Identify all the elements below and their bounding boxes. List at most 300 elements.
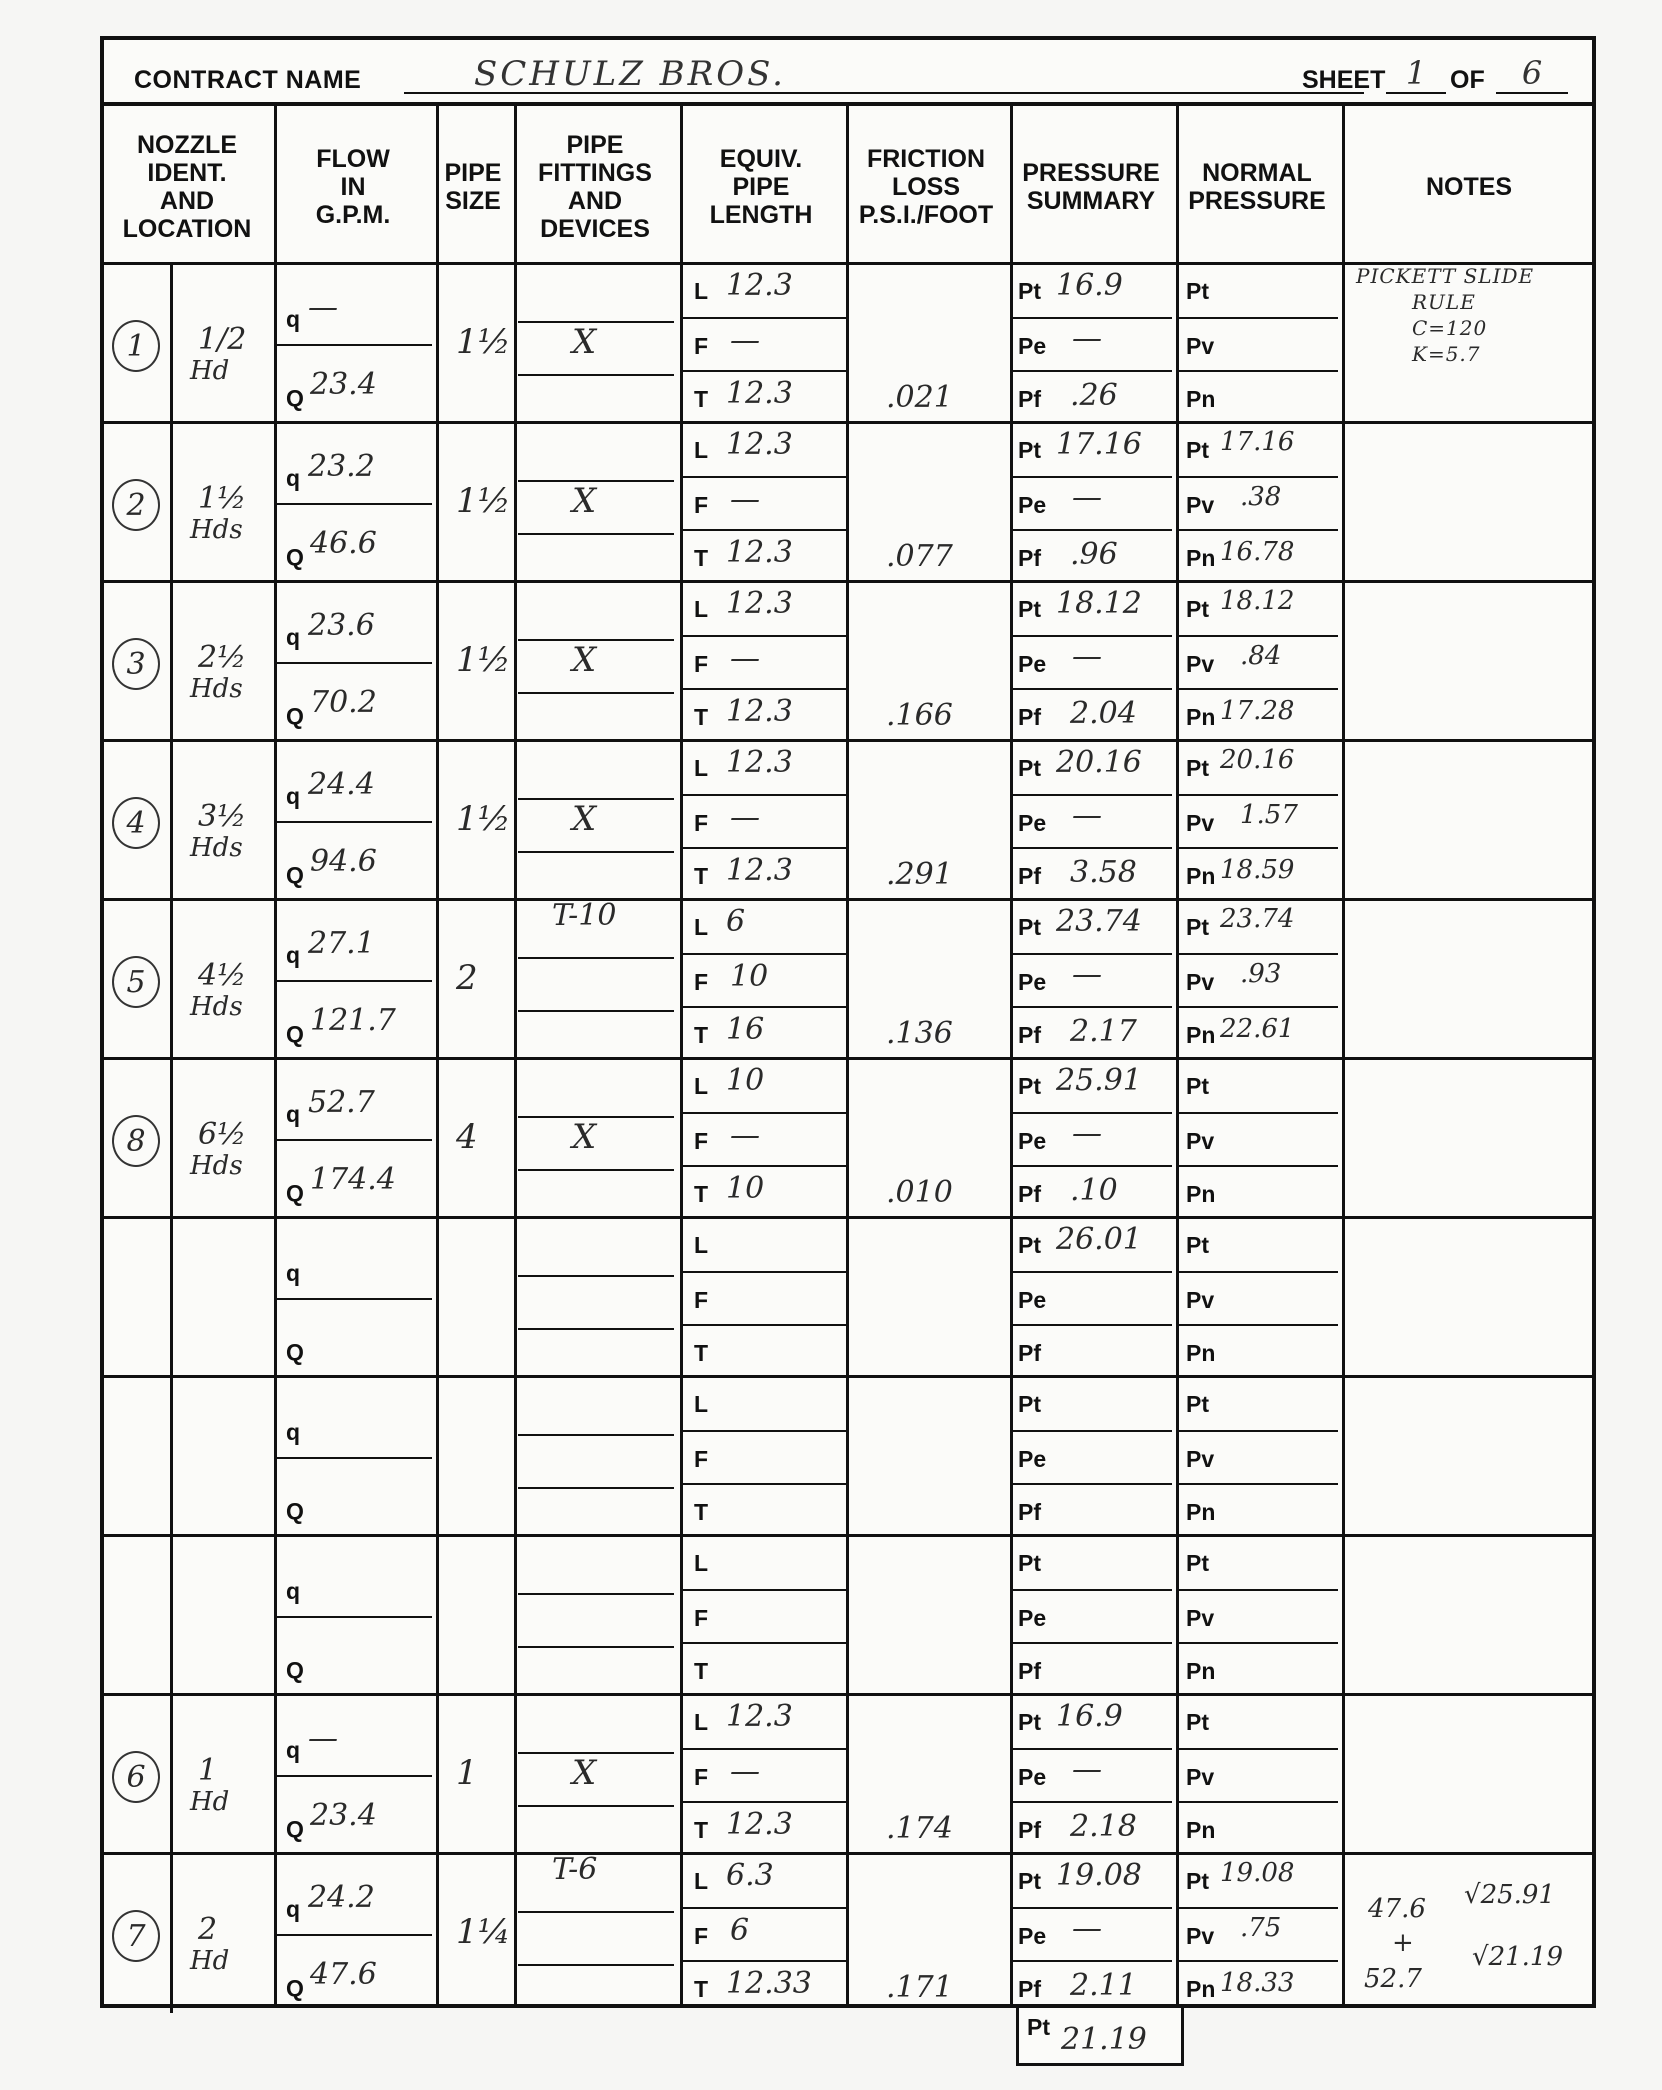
equiv-line bbox=[680, 1165, 848, 1167]
nozzle-location: 4½ bbox=[198, 958, 247, 993]
pressure-line bbox=[1176, 1642, 1338, 1644]
label-L: L bbox=[694, 1232, 709, 1258]
column-header-line: IDENT. bbox=[147, 159, 227, 187]
contract-name-value: SCHULZ BROS. bbox=[404, 54, 1364, 94]
pressure-line bbox=[1010, 1801, 1172, 1803]
label-Q: Q bbox=[286, 1498, 304, 1524]
nozzle-location: 1 bbox=[198, 1753, 218, 1788]
flow-q-value: 27.1 bbox=[308, 925, 375, 961]
fitting-line bbox=[518, 1805, 674, 1807]
nozzle-id: 2 bbox=[112, 479, 160, 531]
pressure-line bbox=[1010, 1748, 1172, 1750]
label-pt: Pt bbox=[1018, 914, 1041, 940]
pressure-line bbox=[1176, 317, 1338, 319]
label-F: F bbox=[694, 969, 709, 995]
friction-value: .166 bbox=[886, 698, 953, 733]
label-pf: Pf bbox=[1018, 1976, 1041, 2002]
pressure-line bbox=[1010, 1006, 1172, 1008]
nozzle-subdivider bbox=[170, 1695, 173, 1854]
column-header-line: AND bbox=[159, 187, 215, 215]
label-T: T bbox=[694, 386, 709, 412]
pressure-line bbox=[1010, 1907, 1172, 1909]
pressure-pt-value: 23.74 bbox=[1056, 904, 1142, 939]
pressure-line bbox=[1176, 953, 1338, 955]
pressure-line bbox=[1010, 1324, 1172, 1326]
pressure-line bbox=[1010, 1112, 1172, 1114]
nozzle-location: Hds bbox=[190, 674, 243, 704]
column-header-line: NOZZLE bbox=[137, 131, 237, 159]
pressure-pt-value: 19.08 bbox=[1056, 1858, 1142, 1893]
pressure-line bbox=[1176, 1483, 1338, 1485]
notes-text: 52.7 bbox=[1364, 1964, 1422, 1994]
label-pe: Pe bbox=[1018, 810, 1047, 836]
column-header-text bbox=[316, 145, 391, 229]
flow-q-value: — bbox=[308, 289, 338, 325]
nozzle-id: 6 bbox=[112, 1751, 160, 1803]
column-header-line: PIPE bbox=[732, 173, 790, 201]
label-pt: Pt bbox=[1018, 1073, 1041, 1099]
equiv-L-value: 12.3 bbox=[726, 586, 793, 621]
label-pn: Pn bbox=[1186, 1022, 1216, 1048]
sheet-total: 6 bbox=[1496, 54, 1568, 94]
nozzle-location: Hds bbox=[190, 1151, 243, 1181]
fitting-value: X bbox=[572, 640, 597, 680]
pressure-pf-value: 3.58 bbox=[1070, 855, 1137, 890]
pressure-line bbox=[1176, 1006, 1338, 1008]
fitting-line bbox=[518, 1487, 674, 1489]
notes-text: √21.19 bbox=[1472, 1942, 1563, 1972]
pressure-pe-value: — bbox=[1072, 480, 1102, 515]
label-normal-pt: Pt bbox=[1186, 596, 1209, 622]
label-pn: Pn bbox=[1186, 704, 1216, 730]
flow-divider bbox=[274, 1616, 432, 1618]
contract-name-label: CONTRACT NAME bbox=[134, 66, 362, 94]
pipe-size-value: 1½ bbox=[456, 481, 511, 521]
label-L: L bbox=[694, 1073, 709, 1099]
nozzle-location: 1/2 bbox=[198, 322, 247, 357]
column-header-pressure bbox=[1010, 112, 1172, 262]
fitting-value: X bbox=[572, 481, 597, 521]
fitting-line bbox=[518, 957, 674, 959]
flow-q-value: 24.2 bbox=[308, 1879, 375, 1915]
fitting-value: T-10 bbox=[552, 898, 617, 933]
flow-Q-value: 70.2 bbox=[310, 685, 377, 720]
pressure-pe-value: — bbox=[1072, 1116, 1102, 1151]
label-pv: Pv bbox=[1186, 492, 1215, 518]
hydraulic-calculation-sheet bbox=[100, 36, 1596, 2008]
nozzle-subdivider bbox=[170, 582, 173, 741]
label-T: T bbox=[694, 863, 709, 889]
friction-value: .010 bbox=[886, 1175, 953, 1210]
friction-value: .077 bbox=[886, 539, 953, 574]
equiv-F-value: — bbox=[730, 641, 760, 676]
label-pf: Pf bbox=[1018, 1181, 1041, 1207]
pressure-pe-value: — bbox=[1072, 798, 1102, 833]
label-normal-pt: Pt bbox=[1186, 1550, 1209, 1576]
pressure-line bbox=[1010, 1165, 1172, 1167]
column-header-normal bbox=[1176, 112, 1338, 262]
pressure-line bbox=[1010, 476, 1172, 478]
equiv-line bbox=[680, 1907, 848, 1909]
equiv-line bbox=[680, 317, 848, 319]
column-header-line: P.S.I./FOOT bbox=[858, 201, 994, 229]
label-pv: Pv bbox=[1186, 1764, 1215, 1790]
label-F: F bbox=[694, 333, 709, 359]
label-q: q bbox=[286, 1577, 301, 1604]
label-pe: Pe bbox=[1018, 969, 1047, 995]
column-divider bbox=[1010, 102, 1013, 2008]
column-header-line: LOSS bbox=[891, 173, 961, 201]
label-pe: Pe bbox=[1018, 1128, 1047, 1154]
pressure-line bbox=[1010, 688, 1172, 690]
friction-value: .174 bbox=[886, 1811, 953, 1846]
label-Q: Q bbox=[286, 1180, 304, 1206]
label-pe: Pe bbox=[1018, 1923, 1047, 1949]
pressure-pf-value: .26 bbox=[1070, 378, 1118, 413]
nozzle-location: Hd bbox=[190, 356, 230, 386]
column-header-notes bbox=[1342, 112, 1596, 262]
flow-Q-value: 94.6 bbox=[310, 844, 377, 879]
column-header-line: LENGTH bbox=[709, 201, 813, 229]
label-pf: Pf bbox=[1018, 1499, 1041, 1525]
nozzle-id: 5 bbox=[112, 956, 160, 1008]
pressure-line bbox=[1176, 635, 1338, 637]
equiv-L-value: 12.3 bbox=[726, 427, 793, 462]
column-header-line: G.P.M. bbox=[315, 201, 391, 229]
equiv-line bbox=[680, 1430, 848, 1432]
label-L: L bbox=[694, 1868, 709, 1894]
flow-divider bbox=[274, 980, 432, 982]
fitting-line bbox=[518, 1169, 674, 1171]
row-divider bbox=[104, 1852, 1592, 1855]
pressure-pt-value: 26.01 bbox=[1056, 1222, 1142, 1257]
column-header-text bbox=[123, 131, 252, 243]
column-header-line: FLOW bbox=[316, 145, 390, 173]
normal-pn-value: 22.61 bbox=[1220, 1014, 1295, 1044]
pressure-line bbox=[1176, 847, 1338, 849]
friction-value: .171 bbox=[886, 1970, 953, 2005]
label-q: q bbox=[286, 1736, 301, 1763]
row-divider bbox=[104, 1534, 1592, 1537]
pipe-size-value: 1½ bbox=[456, 322, 511, 362]
label-q: q bbox=[286, 1895, 301, 1922]
label-T: T bbox=[694, 1181, 709, 1207]
pipe-size-value: 2 bbox=[456, 958, 478, 998]
equiv-L-value: 12.3 bbox=[726, 268, 793, 303]
pressure-line bbox=[1176, 1801, 1338, 1803]
flow-divider bbox=[274, 1457, 432, 1459]
label-F: F bbox=[694, 1764, 709, 1790]
label-q: q bbox=[286, 1100, 301, 1127]
column-header-fittings bbox=[514, 112, 676, 262]
friction-value: .021 bbox=[886, 380, 953, 415]
pressure-line bbox=[1176, 1112, 1338, 1114]
flow-divider bbox=[274, 1298, 432, 1300]
label-pv: Pv bbox=[1186, 651, 1215, 677]
friction-value: .136 bbox=[886, 1016, 953, 1051]
row-divider bbox=[104, 739, 1592, 742]
label-L: L bbox=[694, 1550, 709, 1576]
label-pv: Pv bbox=[1186, 1287, 1215, 1313]
equiv-L-value: 12.3 bbox=[726, 745, 793, 780]
nozzle-location: 6½ bbox=[198, 1117, 247, 1152]
label-Q: Q bbox=[286, 385, 304, 411]
fitting-value: X bbox=[572, 1753, 597, 1793]
nozzle-subdivider bbox=[170, 741, 173, 900]
label-Q: Q bbox=[286, 1816, 304, 1842]
pipe-size-value: 4 bbox=[456, 1117, 478, 1157]
column-header-line: PRESSURE bbox=[1188, 187, 1326, 215]
pressure-pt-value: 17.16 bbox=[1056, 427, 1142, 462]
pressure-line bbox=[1176, 370, 1338, 372]
label-pn: Pn bbox=[1186, 386, 1216, 412]
flow-Q-value: 23.4 bbox=[310, 367, 377, 402]
nozzle-location: Hds bbox=[190, 992, 243, 1022]
label-F: F bbox=[694, 492, 709, 518]
label-pn: Pn bbox=[1186, 1817, 1216, 1843]
column-divider bbox=[274, 102, 277, 2008]
pressure-line bbox=[1176, 688, 1338, 690]
pressure-pf-value: .10 bbox=[1070, 1173, 1118, 1208]
fitting-line bbox=[518, 1593, 674, 1595]
normal-pv-value: .93 bbox=[1240, 959, 1282, 989]
label-pn: Pn bbox=[1186, 863, 1216, 889]
nozzle-subdivider bbox=[170, 1377, 173, 1536]
label-pf: Pf bbox=[1018, 1340, 1041, 1366]
nozzle-subdivider bbox=[170, 1059, 173, 1218]
label-Q: Q bbox=[286, 1021, 304, 1047]
fitting-line bbox=[518, 1434, 674, 1436]
equiv-T-value: 12.33 bbox=[726, 1966, 812, 2001]
equiv-T-value: 12.3 bbox=[726, 376, 793, 411]
nozzle-subdivider bbox=[170, 1854, 173, 2013]
pressure-line bbox=[1176, 529, 1338, 531]
label-pt: Pt bbox=[1018, 1709, 1041, 1735]
column-header-line: FITTINGS bbox=[538, 159, 652, 187]
label-pe: Pe bbox=[1018, 333, 1047, 359]
flow-divider bbox=[274, 821, 432, 823]
fitting-line bbox=[518, 692, 674, 694]
pressure-line bbox=[1010, 1430, 1172, 1432]
flow-q-value: 52.7 bbox=[308, 1084, 375, 1120]
label-pn: Pn bbox=[1186, 1658, 1216, 1684]
flow-Q-value: 121.7 bbox=[310, 1003, 396, 1038]
pressure-line bbox=[1176, 1324, 1338, 1326]
notes-text: 47.6 bbox=[1368, 1894, 1426, 1924]
notes-text: RULE bbox=[1412, 290, 1476, 314]
fitting-line bbox=[518, 1911, 674, 1913]
pressure-pt-value: 18.12 bbox=[1056, 586, 1142, 621]
extra-pt-box bbox=[1016, 2008, 1184, 2066]
column-header-line: PIPE bbox=[566, 131, 624, 159]
column-header-nozzle bbox=[104, 112, 270, 262]
nozzle-id: 8 bbox=[112, 1115, 160, 1167]
column-header-line: IN bbox=[340, 173, 366, 201]
equiv-line bbox=[680, 476, 848, 478]
pressure-pf-value: 2.18 bbox=[1070, 1809, 1137, 1844]
normal-pt-value: 19.08 bbox=[1220, 1858, 1295, 1888]
flow-Q-value: 23.4 bbox=[310, 1798, 377, 1833]
equiv-F-value: — bbox=[730, 1118, 760, 1153]
label-Q: Q bbox=[286, 1657, 304, 1683]
nozzle-id: 3 bbox=[112, 638, 160, 690]
row-divider bbox=[104, 1216, 1592, 1219]
equiv-F-value: — bbox=[730, 1754, 760, 1789]
pressure-pt-value: 16.9 bbox=[1056, 1699, 1123, 1734]
equiv-line bbox=[680, 953, 848, 955]
label-pt: Pt bbox=[1018, 755, 1041, 781]
flow-divider bbox=[274, 1934, 432, 1936]
flow-Q-value: 174.4 bbox=[310, 1162, 396, 1197]
nozzle-id: 7 bbox=[112, 1910, 160, 1962]
column-header-line: EQUIV. bbox=[719, 145, 803, 173]
equiv-F-value: 10 bbox=[730, 959, 769, 994]
label-pt: Pt bbox=[1018, 1232, 1041, 1258]
nozzle-id: 1 bbox=[112, 320, 160, 372]
label-pf: Pf bbox=[1018, 863, 1041, 889]
normal-pn-value: 18.33 bbox=[1220, 1968, 1295, 1998]
column-header-line: PRESSURE bbox=[1022, 159, 1160, 187]
label-pn: Pn bbox=[1186, 1181, 1216, 1207]
pressure-line bbox=[1010, 1483, 1172, 1485]
pressure-pt-value: 16.9 bbox=[1056, 268, 1123, 303]
pressure-pt-value: 25.91 bbox=[1056, 1063, 1142, 1098]
equiv-F-value: — bbox=[730, 800, 760, 835]
column-header-text bbox=[859, 145, 993, 229]
fitting-line bbox=[518, 1646, 674, 1648]
column-header-line: SUMMARY bbox=[1026, 187, 1156, 215]
sheet-label: SHEET bbox=[1302, 66, 1386, 94]
label-pv: Pv bbox=[1186, 810, 1215, 836]
equiv-line bbox=[680, 370, 848, 372]
nozzle-subdivider bbox=[170, 1218, 173, 1377]
label-T: T bbox=[694, 1658, 709, 1684]
normal-pt-value: 23.74 bbox=[1220, 904, 1295, 934]
label-pe: Pe bbox=[1018, 1446, 1047, 1472]
label-q: q bbox=[286, 1259, 301, 1286]
label-q: q bbox=[286, 782, 301, 809]
notes-text: K=5.7 bbox=[1412, 342, 1481, 366]
equiv-L-value: 6.3 bbox=[726, 1858, 774, 1893]
nozzle-subdivider bbox=[170, 900, 173, 1059]
label-Q: Q bbox=[286, 862, 304, 888]
pressure-line bbox=[1010, 635, 1172, 637]
pressure-line bbox=[1010, 1589, 1172, 1591]
notes-text: √25.91 bbox=[1464, 1880, 1555, 1910]
normal-pv-value: .38 bbox=[1240, 482, 1282, 512]
equiv-L-value: 12.3 bbox=[726, 1699, 793, 1734]
label-normal-pt: Pt bbox=[1186, 1073, 1209, 1099]
equiv-T-value: 12.3 bbox=[726, 853, 793, 888]
nozzle-location: 2 bbox=[198, 1912, 218, 1947]
equiv-line bbox=[680, 1324, 848, 1326]
pressure-line bbox=[1176, 1165, 1338, 1167]
label-pe: Pe bbox=[1018, 651, 1047, 677]
pressure-pe-value: — bbox=[1072, 957, 1102, 992]
equiv-F-value: — bbox=[730, 482, 760, 517]
fitting-line bbox=[518, 1328, 674, 1330]
label-pe: Pe bbox=[1018, 492, 1047, 518]
normal-pt-value: 20.16 bbox=[1220, 745, 1295, 775]
equiv-F-value: 6 bbox=[730, 1913, 750, 1948]
pipe-size-value: 1½ bbox=[456, 799, 511, 839]
pressure-pt-value: 20.16 bbox=[1056, 745, 1142, 780]
label-pf: Pf bbox=[1018, 1817, 1041, 1843]
equiv-line bbox=[680, 635, 848, 637]
equiv-line bbox=[680, 1271, 848, 1273]
nozzle-subdivider bbox=[170, 264, 173, 423]
pressure-line bbox=[1176, 1907, 1338, 1909]
column-header-text bbox=[1188, 159, 1326, 215]
label-pv: Pv bbox=[1186, 1446, 1215, 1472]
pressure-line bbox=[1010, 529, 1172, 531]
nozzle-subdivider bbox=[170, 423, 173, 582]
label-normal-pt: Pt bbox=[1186, 1709, 1209, 1735]
fitting-line bbox=[518, 1010, 674, 1012]
column-header-line: SIZE bbox=[445, 187, 501, 215]
column-header-equiv bbox=[680, 112, 842, 262]
pressure-line bbox=[1010, 953, 1172, 955]
flow-q-value: 23.2 bbox=[308, 448, 375, 484]
label-pf: Pf bbox=[1018, 545, 1041, 571]
pressure-pe-value: — bbox=[1072, 639, 1102, 674]
label-pv: Pv bbox=[1186, 1128, 1215, 1154]
equiv-line bbox=[680, 794, 848, 796]
label-pv: Pv bbox=[1186, 333, 1215, 359]
column-header-text bbox=[538, 131, 652, 243]
normal-pv-value: .84 bbox=[1240, 641, 1282, 671]
column-divider bbox=[1342, 102, 1345, 2008]
normal-pv-value: .75 bbox=[1240, 1913, 1282, 1943]
label-normal-pt: Pt bbox=[1186, 1391, 1209, 1417]
pressure-line bbox=[1010, 370, 1172, 372]
label-T: T bbox=[694, 1976, 709, 2002]
label-pt: Pt bbox=[1018, 1550, 1041, 1576]
label-q: q bbox=[286, 1418, 301, 1445]
row-divider bbox=[104, 1693, 1592, 1696]
pressure-line bbox=[1176, 1589, 1338, 1591]
label-T: T bbox=[694, 545, 709, 571]
label-pn: Pn bbox=[1186, 545, 1216, 571]
equiv-T-value: 16 bbox=[726, 1012, 765, 1047]
column-header-line: NORMAL bbox=[1202, 159, 1312, 187]
pressure-line bbox=[1176, 1271, 1338, 1273]
normal-pt-value: 18.12 bbox=[1220, 586, 1295, 616]
pressure-pe-value: — bbox=[1072, 321, 1102, 356]
of-label: OF bbox=[1450, 66, 1485, 94]
equiv-line bbox=[680, 1483, 848, 1485]
label-pt: Pt bbox=[1018, 437, 1041, 463]
label-F: F bbox=[694, 810, 709, 836]
pressure-pf-value: 2.17 bbox=[1070, 1014, 1137, 1049]
label-normal-pt: Pt bbox=[1186, 1868, 1209, 1894]
label-q: q bbox=[286, 464, 301, 491]
nozzle-subdivider bbox=[170, 1536, 173, 1695]
label-F: F bbox=[694, 651, 709, 677]
label-q: q bbox=[286, 623, 301, 650]
label-pt: Pt bbox=[1018, 278, 1041, 304]
row-divider bbox=[104, 1375, 1592, 1378]
equiv-line bbox=[680, 1960, 848, 1962]
label-L: L bbox=[694, 755, 709, 781]
flow-q-value: 23.6 bbox=[308, 607, 375, 643]
pressure-line bbox=[1176, 794, 1338, 796]
nozzle-location: 3½ bbox=[198, 799, 247, 834]
nozzle-location: Hds bbox=[190, 515, 243, 545]
equiv-line bbox=[680, 1642, 848, 1644]
normal-pv-value: 1.57 bbox=[1240, 800, 1298, 830]
equiv-line bbox=[680, 688, 848, 690]
